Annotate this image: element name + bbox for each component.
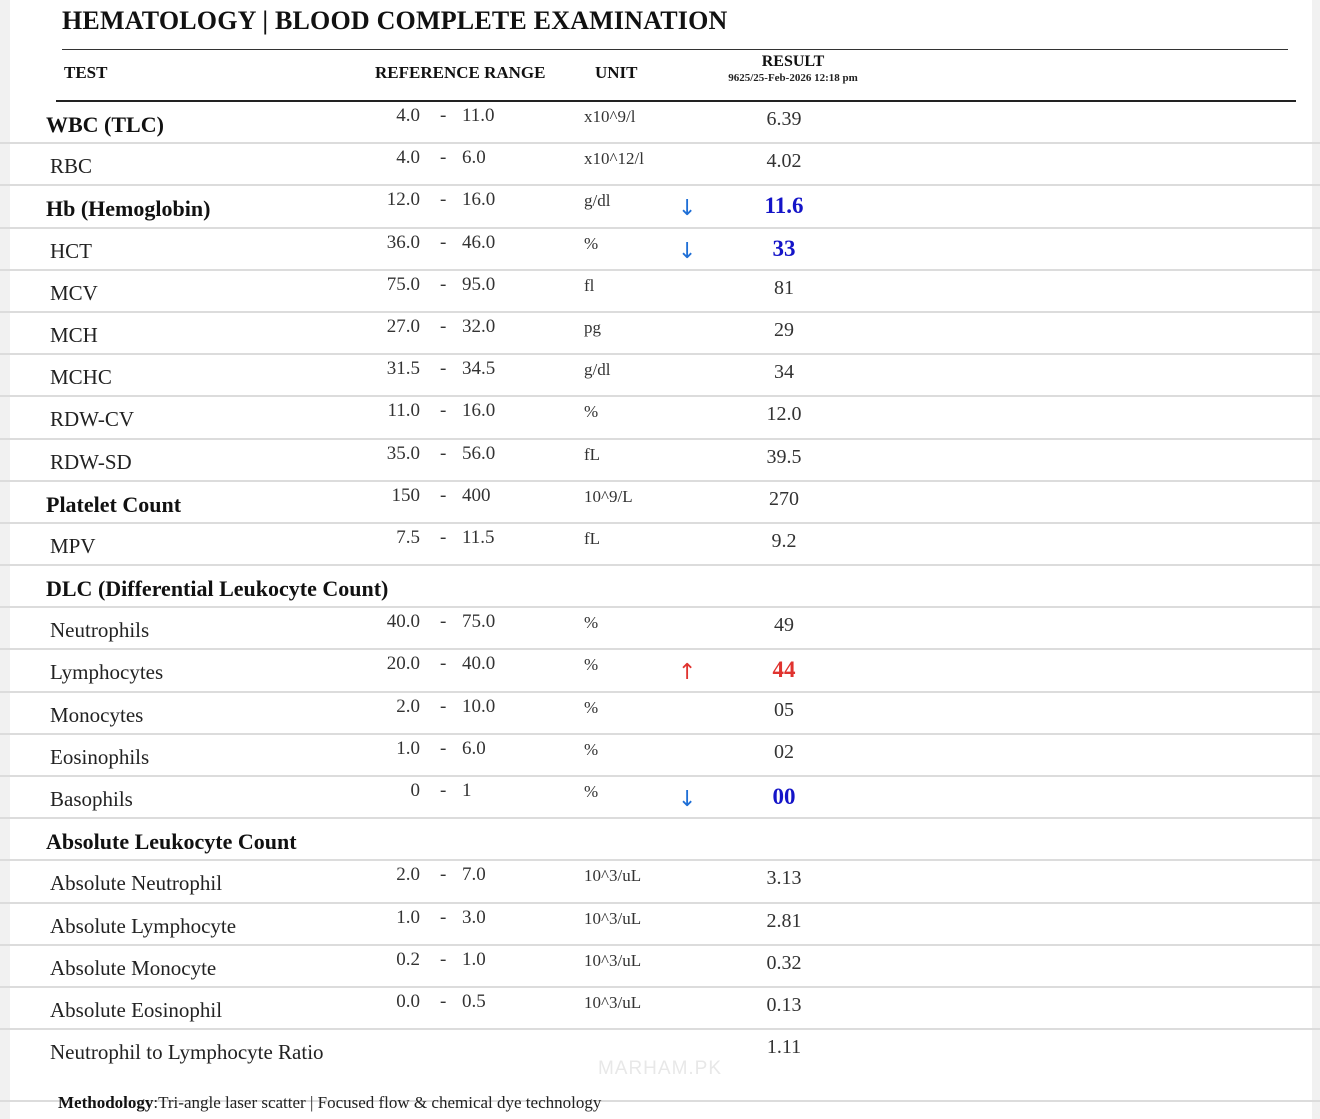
- watermark: MARHAM.PK: [597, 1058, 723, 1079]
- reference-low: 150: [391, 484, 420, 506]
- result-value: 81: [774, 276, 794, 299]
- unit: %: [584, 655, 599, 675]
- result-value: 49: [774, 614, 794, 637]
- header-test: TEST: [64, 63, 108, 82]
- test-name: Hb (Hemoglobin): [46, 196, 211, 222]
- table-row: [0, 904, 1320, 946]
- methodology: [58, 1093, 601, 1113]
- table-row: [0, 693, 1320, 735]
- table-row: [0, 313, 1320, 355]
- test-name: Absolute Neutrophil: [50, 871, 223, 896]
- test-name: MCHC: [50, 365, 112, 390]
- reference-high: 1.0: [462, 948, 486, 970]
- reference-high: 32.0: [462, 315, 496, 337]
- result-value: 02: [774, 740, 794, 763]
- reference-separator: -: [440, 948, 447, 970]
- reference-separator: -: [440, 484, 447, 506]
- header-result: [700, 53, 886, 84]
- result-value: 1.11: [766, 1036, 802, 1059]
- result-value: 0.32: [766, 951, 802, 974]
- reference-low: 12.0: [386, 189, 420, 211]
- reference-high: 11.0: [462, 105, 495, 126]
- result-value: 34: [774, 361, 794, 384]
- unit: fl: [584, 275, 595, 295]
- test-name: Basophils: [50, 787, 133, 811]
- reference-low: 11.0: [387, 400, 420, 422]
- reference-high: 6.0: [462, 147, 486, 169]
- reference-separator: -: [440, 273, 447, 295]
- reference-separator: -: [440, 906, 447, 928]
- reference-high: 1: [462, 780, 472, 801]
- reference-high: 7.0: [462, 864, 486, 886]
- reference-low: 2.0: [396, 864, 420, 886]
- result-value: 12.0: [766, 403, 802, 426]
- reference-high: 34.5: [462, 358, 496, 380]
- arrow-down-icon: ↓: [678, 238, 697, 264]
- reference-separator: -: [440, 990, 447, 1012]
- reference-low: 27.0: [386, 315, 420, 337]
- reference-high: 16.0: [462, 189, 496, 211]
- reference-low: 0.2: [396, 948, 420, 970]
- table-row: [0, 988, 1320, 1030]
- result-value: 3.13: [766, 867, 802, 890]
- header-result-label: RESULT: [761, 53, 825, 70]
- arrow-down-icon: ↓: [678, 196, 697, 222]
- test-name: RDW-SD: [50, 449, 132, 474]
- reference-separator: -: [440, 780, 447, 801]
- title-divider: [62, 49, 1288, 50]
- table-row: [0, 608, 1320, 650]
- unit: fL: [584, 528, 601, 548]
- unit: 10^9/L: [584, 486, 633, 506]
- reference-high: 6.0: [462, 737, 486, 759]
- result-value: 2.81: [766, 909, 802, 932]
- section-row: [0, 819, 1320, 861]
- reference-high: 0.5: [462, 990, 486, 1012]
- result-value: 33: [772, 235, 796, 261]
- reference-high: 40.0: [462, 653, 496, 675]
- unit: %: [584, 782, 599, 801]
- unit: pg: [584, 317, 601, 337]
- table-row: [0, 102, 1320, 144]
- test-name: Absolute Lymphocyte: [50, 913, 237, 938]
- header-result-date: 9625/25-Feb-2026 12:18 pm: [728, 72, 858, 84]
- unit: 10^3/uL: [584, 992, 642, 1012]
- test-name: Lymphocytes: [50, 660, 164, 685]
- table-row: [0, 397, 1320, 439]
- arrow-up-icon: ↑: [678, 660, 697, 686]
- result-value: 270: [769, 487, 799, 510]
- reference-separator: -: [440, 442, 447, 464]
- result-value: 9.2: [771, 529, 797, 552]
- reference-high: 56.0: [462, 442, 496, 464]
- reference-high: 75.0: [462, 611, 496, 633]
- table-row: [0, 186, 1320, 228]
- result-value: 44: [772, 657, 796, 683]
- reference-separator: -: [440, 105, 447, 126]
- reference-separator: -: [440, 147, 447, 169]
- reference-low: 0: [410, 780, 420, 801]
- result-value: 29: [774, 318, 794, 341]
- reference-low: 1.0: [396, 906, 420, 928]
- result-value: 0.13: [766, 993, 802, 1016]
- unit: %: [584, 739, 599, 759]
- reference-separator: -: [440, 526, 447, 548]
- unit: %: [584, 613, 599, 633]
- reference-low: 2.0: [396, 695, 420, 717]
- result-value: 05: [774, 698, 794, 721]
- test-name: MPV: [50, 533, 96, 558]
- reference-low: 0.0: [396, 990, 420, 1012]
- unit: %: [584, 697, 599, 717]
- reference-low: 4.0: [396, 105, 420, 126]
- table-row: [0, 946, 1320, 988]
- reference-separator: -: [440, 864, 447, 886]
- report-title: HEMATOLOGY | BLOOD COMPLETE EXAMINATION: [62, 6, 728, 35]
- reference-high: 10.0: [462, 695, 496, 717]
- table-row: [0, 482, 1320, 524]
- reference-low: 4.0: [396, 147, 420, 169]
- methodology-label: Methodology: [58, 1093, 154, 1112]
- result-value: 39.5: [766, 445, 802, 468]
- test-name: RDW-CV: [50, 407, 134, 432]
- table-row: [0, 777, 1320, 819]
- reference-separator: -: [440, 611, 447, 633]
- reference-low: 7.5: [396, 526, 420, 548]
- test-name: Absolute Eosinophil: [50, 997, 223, 1022]
- test-name: Neutrophil to Lymphocyte Ratio: [50, 1040, 324, 1065]
- reference-low: 31.5: [386, 358, 420, 380]
- test-name: Monocytes: [50, 702, 144, 727]
- result-value: 4.02: [766, 150, 802, 173]
- unit: x10^12/l: [584, 149, 644, 169]
- table-row: [0, 440, 1320, 482]
- table-row: [0, 524, 1320, 566]
- reference-high: 16.0: [462, 400, 496, 422]
- result-value: 6.39: [766, 108, 802, 130]
- unit: x10^9/l: [584, 107, 636, 126]
- test-name: Platelet Count: [46, 491, 182, 517]
- table-row: [0, 144, 1320, 186]
- unit: fL: [584, 444, 601, 464]
- reference-high: 3.0: [462, 906, 486, 928]
- header-reference-range: REFERENCE RANGE: [375, 63, 546, 82]
- table-row: [0, 355, 1320, 397]
- reference-low: 20.0: [386, 653, 420, 675]
- header-unit: UNIT: [595, 63, 638, 82]
- results-table: [0, 102, 1320, 1102]
- unit: %: [584, 402, 599, 422]
- reference-low: 40.0: [386, 611, 420, 633]
- table-row: [0, 229, 1320, 271]
- unit: g/dl: [584, 360, 611, 380]
- section-title: Absolute Leukocyte Count: [46, 829, 297, 855]
- table-row: [0, 650, 1320, 692]
- result-value: 00: [772, 784, 796, 809]
- reference-separator: -: [440, 315, 447, 337]
- reference-separator: -: [440, 737, 447, 759]
- unit: 10^3/uL: [584, 950, 642, 970]
- reference-high: 95.0: [462, 273, 496, 295]
- table-row: [0, 735, 1320, 777]
- reference-low: 1.0: [396, 737, 420, 759]
- test-name: MCH: [50, 322, 98, 347]
- unit: 10^3/uL: [584, 908, 642, 928]
- test-name: MCV: [50, 280, 98, 305]
- table-row: [0, 271, 1320, 313]
- unit: g/dl: [584, 191, 611, 211]
- methodology-text: :Tri-angle laser scatter | Focused flow & chemical dye technology: [153, 1093, 602, 1112]
- reference-low: 75.0: [386, 273, 420, 295]
- unit: %: [584, 233, 599, 253]
- table-row: [0, 861, 1320, 903]
- test-name: Eosinophils: [50, 744, 150, 769]
- test-name: WBC (TLC): [46, 112, 164, 137]
- result-value: 11.6: [764, 193, 804, 219]
- reference-high: 46.0: [462, 231, 496, 253]
- reference-separator: -: [440, 653, 447, 675]
- arrow-down-icon: ↓: [678, 787, 697, 812]
- test-name: HCT: [50, 238, 92, 263]
- test-name: RBC: [50, 154, 93, 179]
- reference-separator: -: [440, 695, 447, 717]
- reference-high: 11.5: [462, 526, 495, 548]
- reference-high: 400: [462, 484, 491, 506]
- test-name: Absolute Monocyte: [50, 955, 217, 980]
- reference-separator: -: [440, 189, 447, 211]
- section-title: DLC (Differential Leukocyte Count): [46, 576, 389, 602]
- reference-separator: -: [440, 400, 447, 422]
- reference-low: 36.0: [386, 231, 420, 253]
- test-name: Neutrophils: [50, 618, 150, 643]
- reference-separator: -: [440, 358, 447, 380]
- reference-low: 35.0: [386, 442, 420, 464]
- reference-separator: -: [440, 231, 447, 253]
- section-row: [0, 566, 1320, 608]
- unit: 10^3/uL: [584, 866, 642, 886]
